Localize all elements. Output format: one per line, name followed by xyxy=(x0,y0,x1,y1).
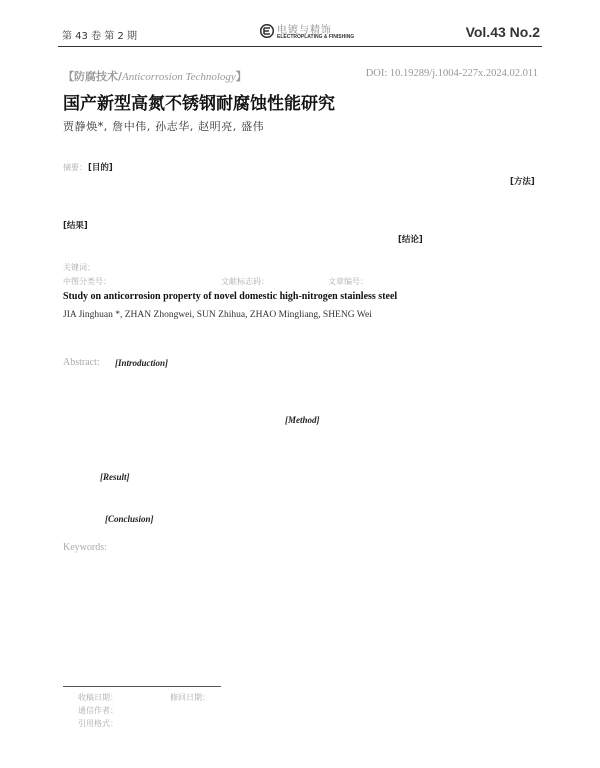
journal-logo-en: ELECTROPLATING & FINISHING xyxy=(277,34,355,40)
journal-logo xyxy=(260,22,355,44)
article-id-label: 文章编号： xyxy=(328,277,368,286)
tag-conclusion-en: [Conclusion] xyxy=(105,514,154,524)
abstract-en-label: Abstract: xyxy=(63,357,100,368)
tag-result-en: [Result] xyxy=(100,472,130,482)
title-en: Study on anticorrosion property of novel domestic high-nitrogen stainless steel xyxy=(63,291,398,302)
footnote-received: 收稿日期： xyxy=(78,693,118,702)
tag-method-en: [Method] xyxy=(285,415,320,425)
journal-logo-icon xyxy=(260,24,274,38)
issue-en: Vol.43 No.2 xyxy=(465,24,540,40)
tag-introduction: [Introduction] xyxy=(115,358,169,368)
column-cn: 【防腐技术/ xyxy=(63,70,123,83)
abstract-cn-label: 摘要： xyxy=(63,163,87,172)
footnote-citation: 引用格式： xyxy=(78,719,118,728)
document-code-label: 文献标志码： xyxy=(221,277,269,286)
classification-label: 中图分类号： xyxy=(63,277,111,286)
doi[interactable]: DOI: 10.19289/j.1004-227x.2024.02.011 xyxy=(365,68,538,79)
footnote-revised: 修回日期： xyxy=(170,693,210,702)
page-header xyxy=(58,22,542,47)
tag-method-cn: [方法] xyxy=(510,177,535,187)
column-en: Anticorrosion Technology xyxy=(122,71,236,83)
journal-logo-cn: 电镀与精饰 xyxy=(277,25,332,36)
title-cn: 国产新型高氮不锈钢耐腐蚀性能研究 xyxy=(63,94,335,114)
tag-conclusion-cn: [结论] xyxy=(398,235,423,245)
tag-purpose: [目的] xyxy=(88,163,113,173)
tag-result-cn: [结果] xyxy=(63,221,88,231)
keywords-en-label: Keywords: xyxy=(63,542,107,553)
keywords-cn-label: 关键词： xyxy=(63,263,95,272)
footnote-divider xyxy=(63,686,221,687)
column-label xyxy=(63,68,247,84)
authors-en: JIA Jinghuan *, ZHAN Zhongwei, SUN Zhihua, ZHAO Mingliang, SHENG Wei xyxy=(63,310,372,320)
authors-cn: 贾静焕*, 詹中伟, 孙志华, 赵明亮, 盛伟 xyxy=(63,120,265,133)
footnote-corresponding: 通信作者： xyxy=(78,706,118,715)
column-close: 】 xyxy=(235,70,247,83)
issue-cn: 第 43 卷 第 2 期 xyxy=(62,31,137,42)
